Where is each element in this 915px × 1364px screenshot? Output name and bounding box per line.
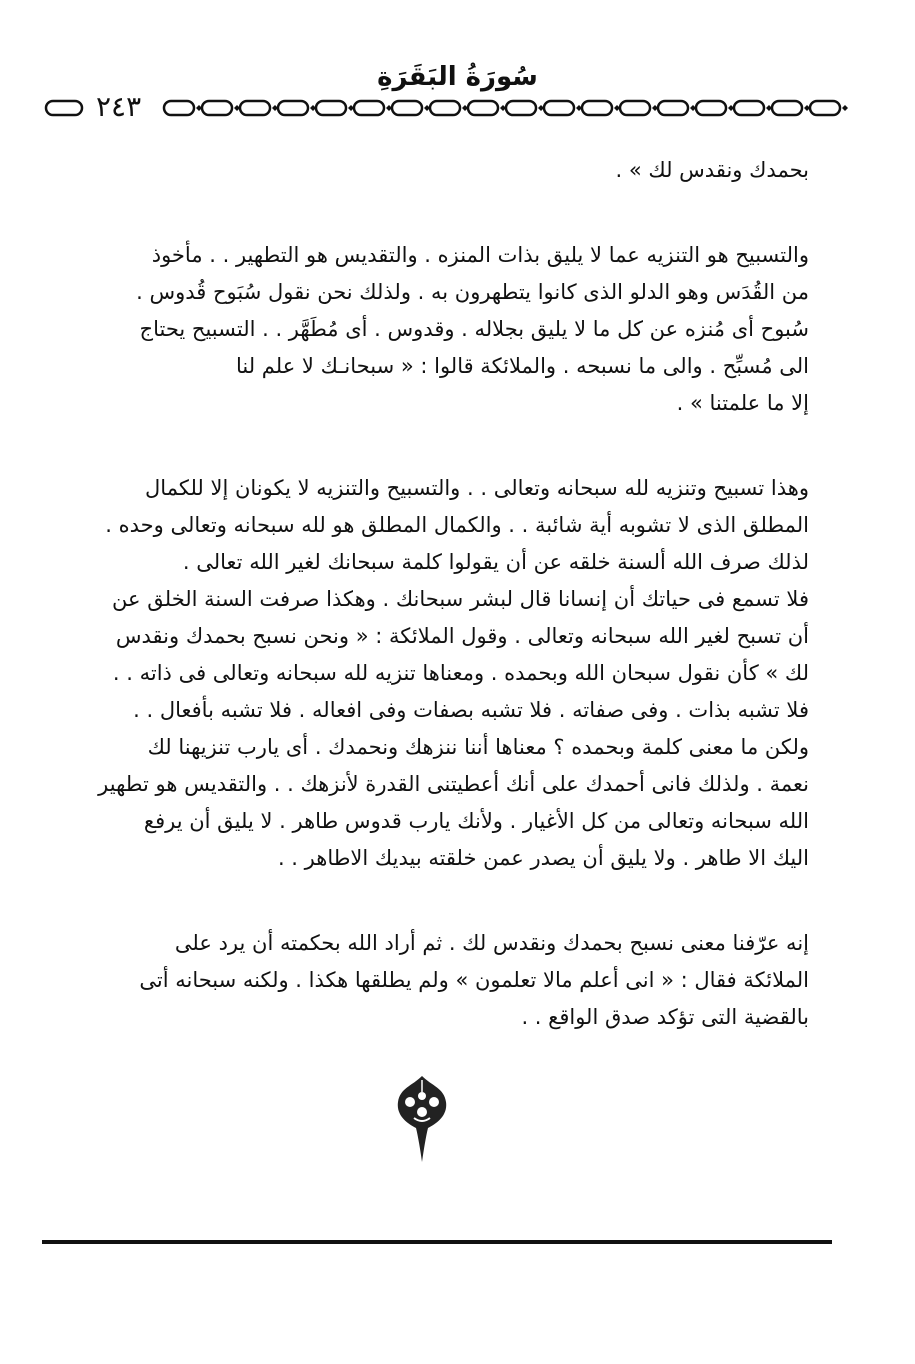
text-line: فلا تشبه بذات . وفى صفاته . فلا تشبه بصفات وفى افعاله . فلا تشبه بأفعال . . <box>133 698 809 722</box>
paragraph-1 <box>76 152 809 189</box>
text-line: ولكن ما معنى كلمة وبحمده ؟ معناها أننا ننزهك ونحمدك . أى يارب تنزيهنا لك <box>147 735 809 759</box>
text-line: بحمدك ونقدس لك » . <box>615 158 809 182</box>
text-line: وهذا تسبيح وتنزيه لله سبحانه وتعالى . . والتسبيح والتنزيه لا يكونان إلا للكمال <box>145 476 809 500</box>
chain-border-ornament <box>44 94 874 124</box>
page-header-title: سُورَةُ البَقَرَةِ <box>377 62 538 92</box>
paragraph-3 <box>76 470 809 877</box>
text-line: بالقضية التى تؤكد صدق الواقع . . <box>521 1005 809 1029</box>
text-line: أن تسبح لغير الله سبحانه وتعالى . وقول الملائكة : « ونحن نسبح بحمدك ونقدس <box>115 624 809 648</box>
text-line: لذلك صرف الله ألسنة خلقه عن أن يقولوا كلمة سبحانك لغير الله تعالى . <box>182 550 809 574</box>
bottom-rule <box>42 1240 832 1244</box>
text-line: لك » كأن نقول سبحان الله وبحمده . ومعناها تنزيه لله سبحانه وتعالى فى ذاته . . <box>112 661 809 685</box>
text-line: الله سبحانه وتعالى من كل الأغيار . ولأنك يارب قدوس طاهر . لا يليق أن يرفع <box>143 809 809 833</box>
text-line: سُبوح أى مُنزه عن كل ما لا يليق بجلاله . وقدوس . أى مُطَهَّر . . التسبيح يحتاج <box>139 317 809 341</box>
text-line: والتسبيح هو التنزيه عما لا يليق بذات المنزه . والتقديس هو التطهير . . مأخوذ <box>151 243 809 267</box>
page-body <box>76 152 809 1036</box>
page-number: ٢٤٣ <box>90 90 147 123</box>
text-line: من القُدَس وهو الدلو الذى كانوا يتطهرون به . ولذلك نحن نقول سُبَوح قُدوس . <box>136 280 809 304</box>
text-line: فلا تسمع فى حياتك أن إنسانا قال لبشر سبحانك . وهكذا صرفت السنة الخلق عن <box>112 587 809 611</box>
text-line: اليك الا طاهر . ولا يليق أن يصدر عمن خلقته بيديك الاطاهر . . <box>277 846 809 870</box>
text-line: إنه عرّفنا معنى نسبح بحمدك ونقدس لك . ثم أراد الله بحكمته أن يرد على <box>174 931 809 955</box>
paragraph-4 <box>76 925 809 1036</box>
text-line: الى مُسبِّح . والى ما نسبحه . والملائكة قالوا : « سبحانـك لا علم لنا <box>235 354 809 378</box>
floral-ornament-icon <box>394 1072 450 1164</box>
text-line: المطلق الذى لا تشوبه أية شائبة . . والكمال المطلق هو لله سبحانه وتعالى وحده . <box>105 513 809 537</box>
text-line: الملائكة فقال : « انى أعلم مالا تعلمون » ولم يطلقها هكذا . ولكنه سبحانه أتى <box>139 968 809 992</box>
text-line: إلا ما علمتنا » . <box>676 391 809 415</box>
text-line: نعمة . ولذلك فانى أحمدك على أنك أعطيتنى القدرة لأنزهك . . والتقديس هو تطهير <box>98 772 809 796</box>
paragraph-2 <box>76 237 809 422</box>
